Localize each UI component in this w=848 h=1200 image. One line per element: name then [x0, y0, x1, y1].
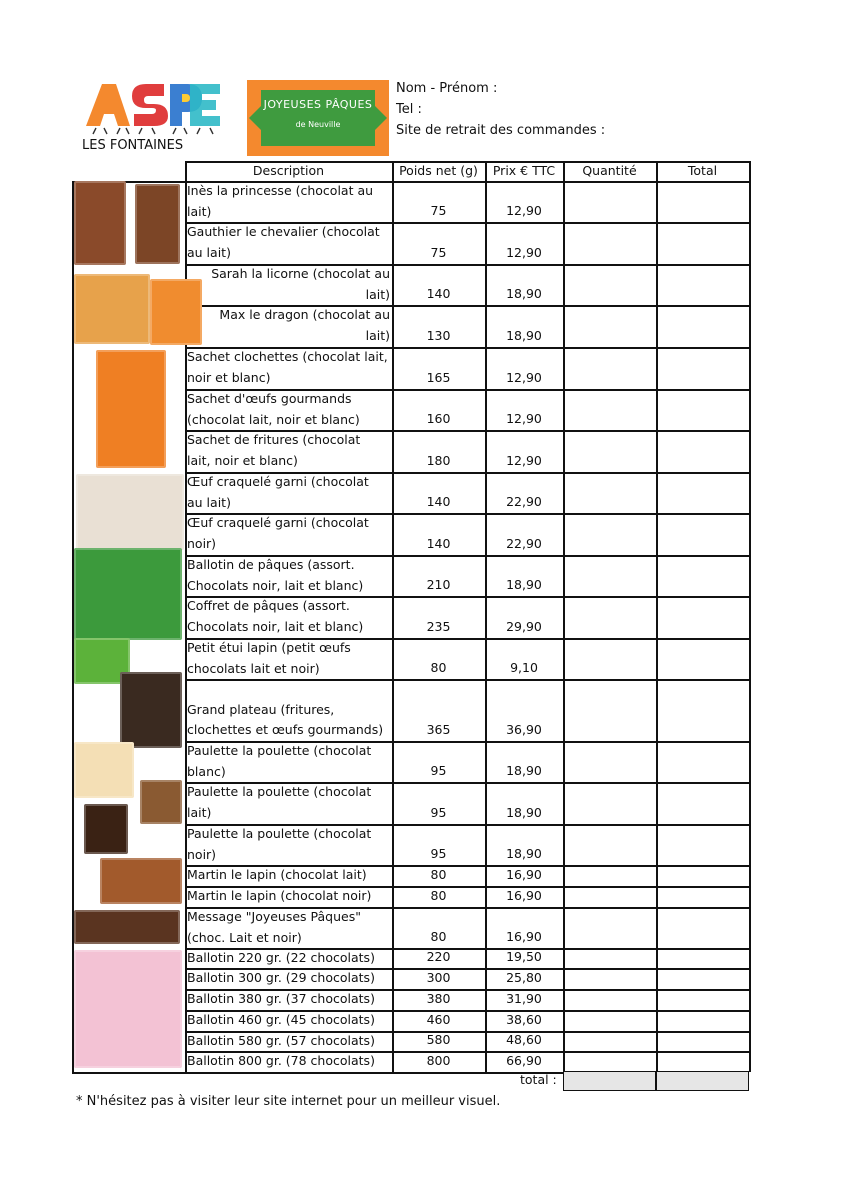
total-cell: [656, 865, 749, 886]
column-border: [656, 161, 658, 1072]
eggs-photo: [76, 474, 184, 550]
description-line-1: Ballotin 380 gr. (37 chocolats): [187, 991, 375, 1006]
unicorn-photo: [74, 274, 150, 344]
product-price: 12,90: [506, 203, 542, 218]
princess-photo: [74, 181, 126, 265]
total-cell: [656, 430, 749, 472]
total-cell: [656, 989, 749, 1010]
description-line-2: Chocolats noir, lait et blanc): [187, 577, 364, 593]
total-cell: [656, 596, 749, 638]
product-weight: 580: [426, 1032, 451, 1047]
row-border: [185, 347, 749, 349]
description-line-2: noir et blanc): [187, 369, 271, 385]
total-cell: [656, 181, 749, 222]
header-quantity: Quantité: [582, 163, 637, 178]
row-border: [185, 824, 749, 826]
description-line-2: lait): [365, 286, 390, 302]
product-weight: 160: [426, 411, 451, 426]
rabbits-photo: [100, 858, 182, 904]
total-cell: [656, 347, 749, 389]
row-border: [185, 907, 749, 909]
product-description: [185, 638, 392, 679]
total-label: total :: [520, 1072, 557, 1087]
description-line-1: Œuf craquelé garni (chocolat: [187, 515, 369, 530]
quantity-cell[interactable]: [563, 596, 656, 638]
row-border: [185, 596, 749, 598]
row-border: [185, 741, 749, 743]
total-cell: [656, 1010, 749, 1031]
product-description: [185, 824, 392, 865]
product-price: 29,90: [506, 619, 542, 634]
description-line-2: clochettes et œufs gourmands): [187, 722, 384, 738]
product-price: 18,90: [506, 577, 542, 592]
product-description: [185, 741, 392, 782]
description-line-2: Chocolats noir, lait et blanc): [187, 618, 364, 634]
quantity-cell[interactable]: [563, 679, 656, 741]
description-line-1: Sarah la licorne (chocolat au: [211, 266, 390, 281]
quantity-cell[interactable]: [563, 347, 656, 389]
total-cell: [656, 1051, 749, 1072]
row-border: [185, 305, 749, 307]
paques-logo-title: JOYEUSES PÂQUES: [263, 98, 373, 111]
product-price: 19,50: [506, 949, 542, 964]
row-border: [185, 1010, 749, 1012]
row-border: [185, 472, 749, 474]
product-weight: 300: [426, 970, 451, 985]
row-border: [185, 1051, 749, 1053]
product-weight: 165: [426, 370, 451, 385]
message-bar-photo: [74, 910, 180, 944]
description-line-1: Paulette la poulette (chocolat: [187, 784, 372, 799]
column-border: [485, 161, 487, 1072]
product-weight: 235: [426, 619, 451, 634]
product-price: 66,90: [506, 1053, 542, 1068]
description-line-2: chocolats lait et noir): [187, 660, 320, 676]
row-border: [185, 989, 749, 991]
product-weight: 75: [430, 203, 447, 218]
total-cell: [656, 741, 749, 782]
description-line-1: Ballotin 300 gr. (29 chocolats): [187, 970, 375, 985]
product-description: [185, 347, 392, 389]
product-weight: 210: [426, 577, 451, 592]
product-price: 12,90: [506, 370, 542, 385]
row-border: [185, 389, 749, 391]
header-price: Prix € TTC: [492, 163, 556, 178]
description-line-1: Coffret de pâques (assort.: [187, 598, 350, 613]
product-description: [185, 1010, 392, 1031]
product-price: 31,90: [506, 991, 542, 1006]
total-cell: [656, 472, 749, 513]
product-price: 16,90: [506, 867, 542, 882]
dragon-photo: [150, 279, 202, 345]
ballotins-photo: [74, 950, 182, 1068]
product-weight: 220: [426, 949, 451, 964]
description-line-1: Paulette la poulette (chocolat: [187, 743, 372, 758]
product-price: 16,90: [506, 888, 542, 903]
description-line-1: Inès la princesse (chocolat au: [187, 183, 374, 198]
product-description: [185, 430, 392, 472]
total-cell: [656, 222, 749, 264]
description-line-1: Ballotin 220 gr. (22 chocolats): [187, 950, 375, 965]
quantity-cell[interactable]: [563, 968, 656, 989]
product-weight: 75: [430, 245, 447, 260]
description-line-2: (choc. Lait et noir): [187, 929, 302, 945]
description-line-2: lait): [187, 203, 212, 219]
product-description: [185, 865, 392, 886]
row-border: [185, 430, 749, 432]
description-line-1: Grand plateau (fritures,: [187, 701, 335, 717]
product-weight: 95: [430, 805, 447, 820]
product-price: 18,90: [506, 846, 542, 861]
quantity-cell[interactable]: [563, 472, 656, 513]
product-weight: 180: [426, 453, 451, 468]
grand-total-cells: [563, 1071, 749, 1091]
total-cell: [656, 679, 749, 741]
product-weight: 140: [426, 494, 451, 509]
total-cell: [656, 907, 749, 948]
row-border: [185, 679, 749, 681]
description-line-2: lait): [187, 804, 212, 820]
quantity-cell[interactable]: [563, 389, 656, 430]
product-weight: 95: [430, 846, 447, 861]
product-weight: 380: [426, 991, 451, 1006]
quantity-cell[interactable]: [563, 430, 656, 472]
quantity-cell[interactable]: [563, 1010, 656, 1031]
row-border: [185, 886, 749, 888]
quantity-cell[interactable]: [563, 513, 656, 555]
product-description: [185, 472, 392, 513]
field-site-label[interactable]: Site de retrait des commandes :: [396, 123, 606, 138]
field-name-label[interactable]: Nom - Prénom :: [396, 81, 498, 96]
total-cell: [656, 886, 749, 907]
product-description: [185, 1031, 392, 1051]
total-cell: [656, 513, 749, 555]
description-line-2: (chocolat lait, noir et blanc): [187, 411, 360, 427]
paques-logo-brand: de Neuville: [295, 120, 341, 129]
header-total: Total: [687, 163, 718, 178]
quantity-cell[interactable]: [563, 948, 656, 968]
product-description: [185, 222, 392, 264]
product-weight: 140: [426, 536, 451, 551]
product-price: 38,60: [506, 1012, 542, 1027]
product-description: [185, 389, 392, 430]
description-line-2: lait, noir et blanc): [187, 452, 298, 468]
product-price: 18,90: [506, 763, 542, 778]
description-line-1: Petit étui lapin (petit œufs: [187, 640, 351, 655]
row-border: [185, 513, 749, 515]
product-description: [185, 886, 392, 907]
grand-total-quantity: [563, 1071, 656, 1091]
product-weight: 80: [430, 660, 447, 675]
product-price: 12,90: [506, 453, 542, 468]
footnote: * N'hésitez pas à visiter leur site internet pour un meilleur visuel.: [76, 1094, 501, 1109]
description-line-1: Sachet clochettes (chocolat lait,: [187, 349, 388, 364]
product-price: 18,90: [506, 286, 542, 301]
product-description: [185, 907, 392, 948]
knight-photo: [135, 184, 180, 264]
product-price: 25,80: [506, 970, 542, 985]
quantity-cell[interactable]: [563, 1031, 656, 1051]
description-line-1: Œuf craquelé garni (chocolat: [187, 474, 369, 489]
product-price: 16,90: [506, 929, 542, 944]
quantity-cell[interactable]: [563, 907, 656, 948]
ballotin-photo: [74, 548, 182, 640]
white-hen-photo: [74, 742, 134, 798]
description-line-1: Ballotin 800 gr. (78 chocolats): [187, 1053, 375, 1068]
quantity-cell[interactable]: [563, 181, 656, 222]
total-cell: [656, 948, 749, 968]
product-description: [185, 989, 392, 1010]
row-border: [185, 865, 749, 867]
product-description: [185, 513, 392, 555]
product-price: 18,90: [506, 328, 542, 343]
product-description: [185, 264, 392, 305]
quantity-cell[interactable]: [563, 222, 656, 264]
row-border: [185, 948, 749, 950]
description-line-1: Message "Joyeuses Pâques": [187, 909, 361, 924]
description-line-1: Martin le lapin (chocolat lait): [187, 867, 367, 882]
column-border: [392, 161, 394, 1072]
product-description: [185, 679, 392, 741]
plateau-photo: [120, 672, 182, 748]
row-border: [185, 968, 749, 970]
description-line-1: Ballotin 580 gr. (57 chocolats): [187, 1033, 375, 1048]
product-description: [185, 968, 392, 989]
quantity-cell[interactable]: [563, 264, 656, 305]
column-border: [563, 161, 565, 1072]
product-weight: 95: [430, 763, 447, 778]
product-price: 22,90: [506, 494, 542, 509]
quantity-cell[interactable]: [563, 989, 656, 1010]
header-weight: Poids net (g): [399, 163, 478, 178]
description-line-1: Sachet d'œufs gourmands: [187, 391, 352, 406]
joyeuses-paques-logo: [247, 80, 389, 156]
product-weight: 130: [426, 328, 451, 343]
description-line-2: lait): [365, 327, 390, 343]
product-price: 12,90: [506, 245, 542, 260]
product-price: 36,90: [506, 722, 542, 737]
total-cell: [656, 782, 749, 824]
quantity-cell[interactable]: [563, 555, 656, 596]
product-description: [185, 596, 392, 638]
total-cell: [656, 305, 749, 347]
header-description: Description: [252, 163, 325, 178]
description-line-1: Gauthier le chevalier (chocolat: [187, 224, 380, 239]
total-cell: [656, 555, 749, 596]
quantity-cell[interactable]: [563, 638, 656, 679]
row-border: [185, 264, 749, 266]
description-line-2: noir): [187, 846, 217, 862]
product-weight: 80: [430, 888, 447, 903]
product-weight: 80: [430, 867, 447, 882]
product-weight: 365: [426, 722, 451, 737]
description-line-2: au lait): [187, 494, 231, 510]
grand-total-amount: [656, 1071, 749, 1091]
product-weight: 140: [426, 286, 451, 301]
quantity-cell[interactable]: [563, 741, 656, 782]
sachets-photo: [96, 350, 166, 468]
product-weight: 80: [430, 929, 447, 944]
total-cell: [656, 264, 749, 305]
quantity-cell[interactable]: [563, 886, 656, 907]
field-tel-label[interactable]: Tel :: [396, 102, 422, 117]
quantity-cell[interactable]: [563, 824, 656, 865]
product-description: [185, 948, 392, 968]
product-description: [185, 181, 392, 222]
dark-hen-photo: [84, 804, 128, 854]
description-line-2: noir): [187, 535, 217, 551]
quantity-cell[interactable]: [563, 865, 656, 886]
product-description: [185, 305, 392, 347]
product-price: 18,90: [506, 805, 542, 820]
product-price: 22,90: [506, 536, 542, 551]
aspe-subtitle: LES FONTAINES: [82, 138, 184, 153]
description-line-1: Paulette la poulette (chocolat: [187, 826, 372, 841]
description-line-1: Martin le lapin (chocolat noir): [187, 888, 372, 903]
product-description: [185, 555, 392, 596]
image-column-bottom-border: [72, 1072, 185, 1074]
milk-hen-photo: [140, 780, 182, 824]
product-weight: 800: [426, 1053, 451, 1068]
product-price: 9,10: [510, 660, 538, 675]
description-line-1: Max le dragon (chocolat au: [219, 307, 390, 322]
total-cell: [656, 968, 749, 989]
row-border: [185, 555, 749, 557]
row-border: [185, 1031, 749, 1033]
description-line-2: au lait): [187, 244, 231, 260]
description-line-2: blanc): [187, 763, 226, 779]
row-border: [185, 181, 749, 183]
row-border: [185, 638, 749, 640]
description-line-1: Ballotin de pâques (assort.: [187, 557, 355, 572]
aspe-logo: [82, 78, 222, 158]
customer-fields: [396, 78, 605, 141]
total-cell: [656, 638, 749, 679]
quantity-cell[interactable]: [563, 1051, 656, 1072]
description-line-1: Sachet de fritures (chocolat: [187, 432, 361, 447]
row-border: [185, 782, 749, 784]
product-description: [185, 782, 392, 824]
total-cell: [656, 389, 749, 430]
column-border: [749, 161, 751, 1072]
product-weight: 460: [426, 1012, 451, 1027]
total-cell: [656, 824, 749, 865]
quantity-cell[interactable]: [563, 782, 656, 824]
row-border: [185, 222, 749, 224]
product-price: 12,90: [506, 411, 542, 426]
quantity-cell[interactable]: [563, 305, 656, 347]
row-border: [185, 161, 749, 163]
product-description: [185, 1051, 392, 1072]
description-line-1: Ballotin 460 gr. (45 chocolats): [187, 1012, 375, 1027]
total-cell: [656, 1031, 749, 1051]
product-price: 48,60: [506, 1032, 542, 1047]
